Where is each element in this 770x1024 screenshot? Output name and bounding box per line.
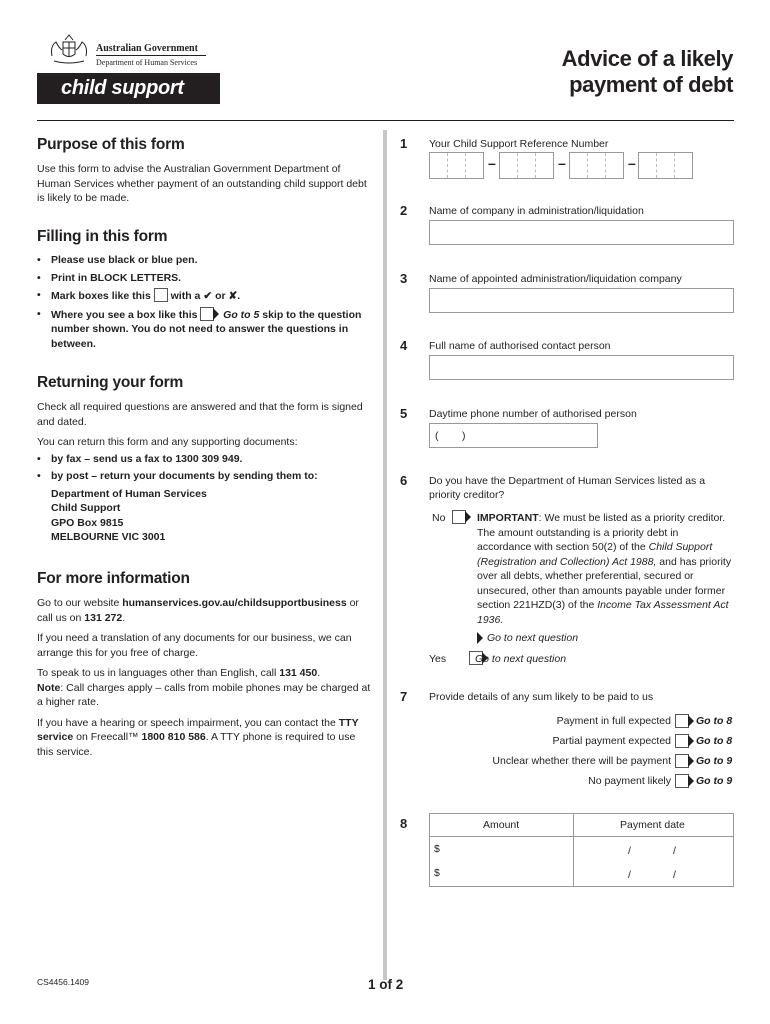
info-text: To speak to us in languages other than English, call 131 450. Note: Call charges apply – calls from mobile phones may be charged at a higher rate. <box>37 667 371 708</box>
q6-yes-label: Yes <box>429 653 447 665</box>
info-text: If you need a translation of any documents for our business, we can arrange this for you free of charge. <box>37 632 352 659</box>
purpose-heading: Purpose of this form <box>37 136 185 153</box>
form-title: Advice of a likely payment of debt <box>561 46 733 97</box>
purpose-section <box>37 136 372 206</box>
info-heading: For more information <box>37 570 190 587</box>
q7-option[interactable]: Payment in full expected Go to 8 <box>556 715 733 727</box>
filling-heading: Filling in this form <box>37 228 168 245</box>
return-post: • by post – return your documents by sending them to: <box>37 469 372 484</box>
q5-label: Daytime phone number of authorised person <box>429 408 637 420</box>
dept-name: Department of Human Services <box>96 58 198 67</box>
reference-number-field[interactable]: – – – <box>429 152 693 179</box>
q6-label: Do you have the Department of Human Services listed as a priority creditor? <box>429 475 706 501</box>
q7-option[interactable]: Unclear whether there will be payment Go to 9 <box>492 755 733 767</box>
gov-name: Australian Government <box>96 43 198 54</box>
info-text: Go to our website humanservices.gov.au/childsupportbusiness or call us on 131 272. <box>37 597 359 624</box>
filling-section <box>37 228 372 354</box>
gov-rule <box>96 55 206 56</box>
date-separator: / <box>628 869 631 881</box>
company-name-input[interactable] <box>429 220 734 245</box>
contact-name-input[interactable] <box>429 355 734 380</box>
q7-option[interactable]: Partial payment expected Go to 8 <box>552 735 733 747</box>
amount-input[interactable]: $ <box>434 843 440 855</box>
filling-bullet: • Print in BLOCK LETTERS. <box>37 271 372 286</box>
returning-section <box>37 374 372 545</box>
example-checkbox-icon <box>154 288 168 302</box>
cross-icon: ✘ <box>228 290 238 302</box>
q6-goto-next: Go to next question <box>477 631 578 646</box>
filling-bullet: • Where you see a box like this Go to 5 skip to the question number shown. You do not need to answer the questions in between. <box>37 307 372 352</box>
tick-icon: ✔ <box>203 290 213 302</box>
returning-text: You can return this form and any supporting documents: <box>37 436 298 448</box>
filling-bullet: • Mark boxes like this with a ✔ or ✘. <box>37 288 372 304</box>
question-number: 1 <box>400 136 408 151</box>
q3-label: Name of appointed administration/liquidation company <box>429 273 682 285</box>
website-link[interactable]: humanservices.gov.au/childsupportbusiness <box>122 597 347 609</box>
brand-banner: child support <box>37 73 220 104</box>
question-number: 3 <box>400 271 408 286</box>
amount-column-header: Amount <box>483 819 520 831</box>
page-number: 1 of 2 <box>368 977 404 992</box>
form-code: CS4456.1409 <box>37 977 89 987</box>
q1-label: Your Child Support Reference Number <box>429 138 609 150</box>
q4-label: Full name of authorised contact person <box>429 340 611 352</box>
q6-yes-goto: Go to next question <box>475 653 567 665</box>
question-number: 2 <box>400 203 408 218</box>
q7-option-checkbox[interactable] <box>675 754 689 768</box>
question-number: 8 <box>400 816 408 831</box>
reference-number-group[interactable] <box>569 152 624 179</box>
q7-label: Provide details of any sum likely to be paid to us <box>429 691 654 703</box>
coat-of-arms-icon <box>48 34 90 66</box>
q2-label: Name of company in administration/liquidation <box>429 205 644 217</box>
postal-address: Department of Human Services Child Support GPO Box 9815 MELBOURNE VIC 3001 <box>51 487 207 543</box>
arrow-right-icon <box>477 632 483 644</box>
q7-option[interactable]: No payment likely Go to 9 <box>588 775 733 787</box>
reference-number-group[interactable] <box>638 152 693 179</box>
date-separator: / <box>628 845 631 857</box>
q7-option-checkbox[interactable] <box>675 774 689 788</box>
header-rule <box>37 120 734 121</box>
administrator-name-input[interactable] <box>429 288 734 313</box>
q7-option-checkbox[interactable] <box>675 734 689 748</box>
q6-important-note: IMPORTANT: We must be listed as a priority creditor. The amount outstanding is a priority debt in accordance with section 50(2) of the Child Support (Registration and Collection) Act 1988, and has priority over all debts, whether preferential, secured or unsecured, other than amounts payable under former section 221HZD(3) of the Income Tax Assessment Act 1936. <box>477 512 732 626</box>
returning-text: Check all required questions are answered and that the form is signed and dated. <box>37 401 363 428</box>
return-fax: • by fax – send us a fax to 1300 309 949. <box>37 452 372 467</box>
filling-bullet: • Please use black or blue pen. <box>37 253 372 268</box>
purpose-text: Use this form to advise the Australian Government Department of Human Services whether payment of an outstanding child support debt is likely to be made. <box>37 163 367 204</box>
column-divider <box>383 130 387 980</box>
q7-option-checkbox[interactable] <box>675 714 689 728</box>
q6-no-checkbox[interactable] <box>452 510 466 524</box>
date-column-header: Payment date <box>620 819 685 831</box>
question-number: 5 <box>400 406 408 421</box>
skip-arrow-box-icon <box>200 307 214 321</box>
date-separator: / <box>673 845 676 857</box>
returning-heading: Returning your form <box>37 374 184 391</box>
question-number: 7 <box>400 689 408 704</box>
question-number: 6 <box>400 473 408 488</box>
payment-table <box>429 813 734 887</box>
info-text: If you have a hearing or speech impairment, you can contact the TTY service on Freecall™ 1800 810 586. A TTY phone is required to use this service. <box>37 716 359 758</box>
info-section <box>37 570 372 759</box>
date-separator: / <box>673 869 676 881</box>
question-number: 4 <box>400 338 408 353</box>
reference-number-group[interactable] <box>499 152 554 179</box>
phone-input[interactable]: ( ) <box>429 423 598 448</box>
q6-no-label: No <box>432 512 446 524</box>
reference-number-group[interactable] <box>429 152 484 179</box>
amount-input[interactable]: $ <box>434 867 440 879</box>
